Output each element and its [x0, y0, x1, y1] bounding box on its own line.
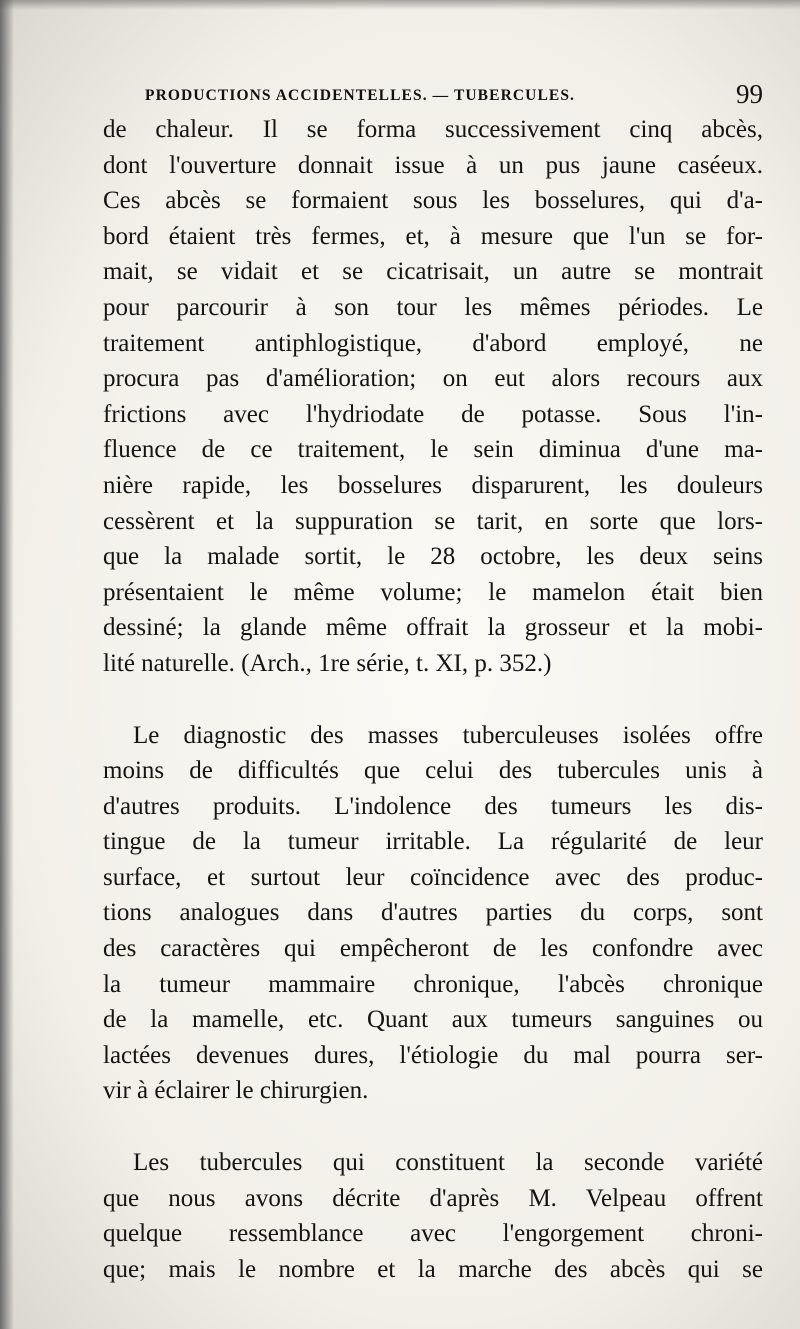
- page-shadow-left: [0, 0, 14, 1329]
- text-line: tions analogues dans d'autres parties du corps, sont: [103, 899, 763, 927]
- paragraph-2: [103, 718, 763, 1110]
- text-line: tingue de la tumeur irritable. La régularité de leur: [103, 828, 763, 856]
- text-line: procura pas d'amélioration; on eut alors recours aux: [103, 365, 763, 393]
- page-shadow-top: [0, 0, 800, 10]
- text-line: lité naturelle. (Arch., 1re série, t. XI, p. 352.): [103, 649, 552, 677]
- text-line: nière rapide, les bosselures disparurent, les douleurs: [103, 471, 763, 499]
- text-line: vir à éclairer le chirurgien.: [103, 1077, 369, 1105]
- text-line: de chaleur. Il se forma successivement cinq abcès,: [103, 116, 763, 143]
- text-line: Les tubercules qui constituent la seconde variété: [133, 1149, 763, 1177]
- paragraph-gap: [103, 1109, 763, 1145]
- text-line: la tumeur mammaire chronique, l'abcès chronique: [103, 970, 763, 998]
- text-line: dessiné; la glande même offrait la grosseur et la mobi-: [103, 614, 763, 642]
- text-line: dont l'ouverture donnait issue à un pus jaune caséeux.: [103, 151, 763, 179]
- text-line: moins de difficultés que celui des tubercules unis à: [103, 757, 763, 785]
- text-line: pour parcourir à son tour les mêmes périodes. Le: [103, 293, 763, 321]
- text-line: lactées devenues dures, l'étiologie du mal pourra ser-: [103, 1041, 763, 1069]
- text-line: surface, et surtout leur coïncidence avec des produc-: [103, 863, 763, 891]
- text-line: frictions avec l'hydriodate de potasse. Sous l'in-: [103, 400, 763, 428]
- text-line: d'autres produits. L'indolence des tumeurs les dis-: [103, 792, 763, 820]
- text-line: fluence de ce traitement, le sein diminua d'une ma-: [103, 436, 763, 464]
- text-line: cessèrent et la suppuration se tarit, en sorte que lors-: [103, 507, 763, 535]
- text-line: présentaient le même volume; le mamelon était bien: [103, 578, 763, 606]
- text-line: mait, se vidait et se cicatrisait, un autre se montrait: [103, 258, 763, 286]
- text-line: que nous avons décrite d'après M. Velpeau offrent: [103, 1184, 763, 1212]
- text-line: Ces abcès se formaient sous les bosselures, qui d'a-: [103, 187, 763, 215]
- text-line: de la mamelle, etc. Quant aux tumeurs sanguines ou: [103, 1006, 763, 1034]
- page-header: [145, 79, 765, 113]
- text-line: quelque ressemblance avec l'engorgement chroni-: [103, 1220, 763, 1248]
- running-head: PRODUCTIONS ACCIDENTELLES. — TUBERCULES.: [145, 87, 576, 104]
- text-line: traitement antiphlogistique, d'abord employé, ne: [103, 329, 763, 357]
- page-number: 99: [736, 79, 763, 109]
- text-line: des caractères qui empêcheront de les confondre avec: [103, 935, 763, 963]
- text-line: Le diagnostic des masses tuberculeuses isolées offre: [133, 721, 763, 749]
- text-line: que; mais le nombre et la marche des abcès qui se: [103, 1255, 763, 1283]
- body-text: [103, 112, 763, 1287]
- text-line: bord étaient très fermes, et, à mesure que l'un se for-: [103, 222, 763, 250]
- paragraph-gap: [103, 682, 763, 718]
- text-line: que la malade sortit, le 28 octobre, les deux seins: [103, 543, 763, 571]
- paragraph-3: [103, 1145, 763, 1287]
- paragraph-1: [103, 112, 763, 682]
